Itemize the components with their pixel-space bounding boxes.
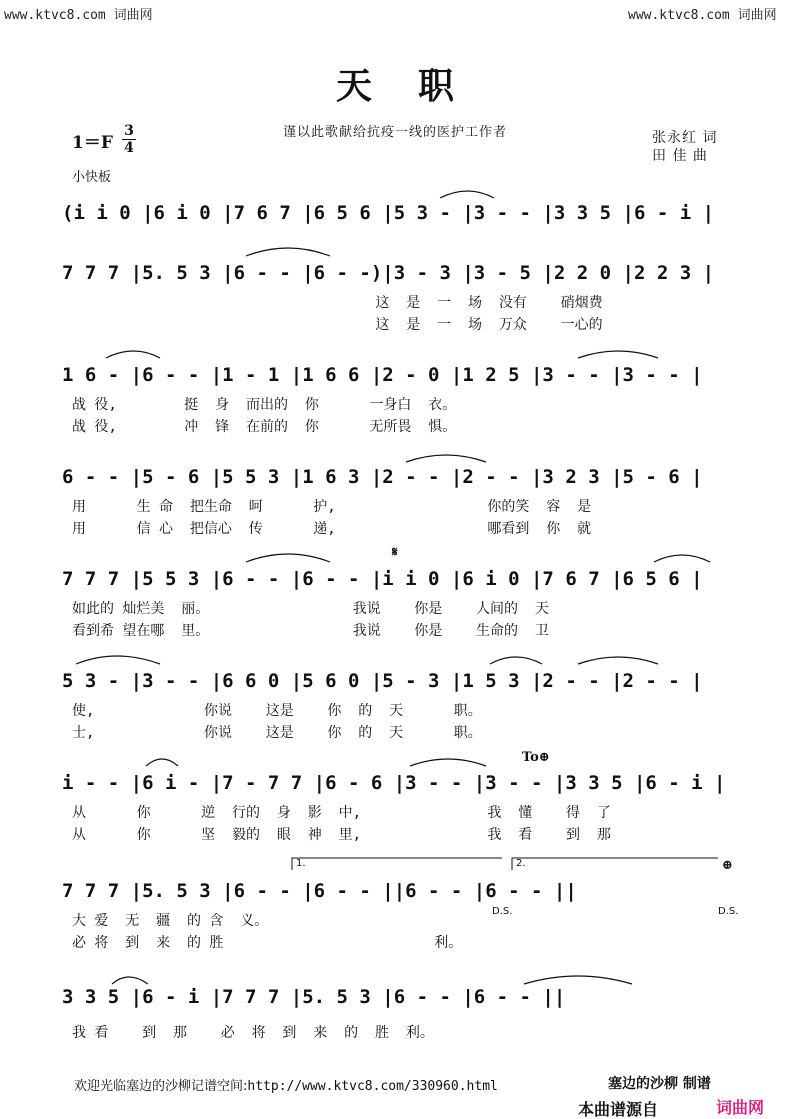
lyric-line: 用 信 心 把信心 传 递, 哪看到 你 就 bbox=[72, 521, 592, 537]
ds-mark-2: D.S. bbox=[718, 906, 739, 917]
notes-line: 7 7 7 |5. 5 3 |6 - - |6 - -)|3 - 3 |3 - 5 |2 2 0 |2 2 3 | bbox=[62, 262, 715, 284]
lyric-line: 必 将 到 来 的 胜 利。 bbox=[72, 935, 463, 951]
lyric-line: 从 你 坚 毅的 眼 神 里, 我 看 到 那 bbox=[72, 827, 611, 843]
lyric-line: 士, 你说 这是 你 的 天 职。 bbox=[72, 725, 482, 741]
to-coda-sign: To⊕ bbox=[522, 750, 550, 765]
lyric-line: 如此的 灿烂美 丽。 我说 你是 人间的 天 bbox=[72, 601, 549, 617]
time-signature: 3 4 bbox=[122, 124, 136, 155]
lyric-line: 看到希 望在哪 里。 我说 你是 生命的 卫 bbox=[72, 623, 549, 639]
dedication: 谨以此歌献给抗疫一线的医护工作者 bbox=[282, 125, 507, 140]
lyric-line: 这 是 一 场 万众 一心的 bbox=[72, 317, 603, 333]
notes-line: 6 - - |5 - 6 |5 5 3 |1 6 3 |2 - - |2 - - |3 2 3 |5 - 6 | bbox=[62, 466, 703, 488]
lyric-line: 战 役, 冲 锋 在前的 你 无所畏 惧。 bbox=[72, 419, 457, 435]
notes-line: 1 6 - |6 - - |1 - 1 |1 6 6 |2 - 0 |1 2 5 |3 - - |3 - - | bbox=[62, 364, 703, 386]
notes-line: 3 3 5 |6 - i |7 7 7 |5. 5 3 |6 - - |6 - - || bbox=[62, 986, 566, 1008]
lyric-line: 从 你 逆 行的 身 影 中, 我 懂 得 了 bbox=[72, 805, 611, 821]
lyric-line: 战 役, 挺 身 而出的 你 一身白 衣。 bbox=[72, 397, 457, 413]
source-label: 本曲谱源自 bbox=[578, 1100, 659, 1119]
ds-mark-1: D.S. bbox=[492, 906, 513, 917]
segno-sign: 𝄋 bbox=[392, 545, 398, 560]
lyric-line: 大 爱 无 疆 的 含 义。 bbox=[72, 913, 269, 929]
lyricist-credit: 张永红 词 bbox=[652, 130, 718, 146]
maker-credit: 塞边的沙柳 制谱 bbox=[608, 1076, 711, 1092]
site-logo: 词曲网 bbox=[716, 1098, 765, 1117]
watermark-left: www.ktvc8.com 词曲网 bbox=[4, 8, 153, 23]
volta-1-label: 1. bbox=[296, 858, 306, 869]
notes-line: (i i 0 |6 i 0 |7 6 7 |6 5 6 |5 3 - |3 - - |3 3 5 |6 - i | bbox=[62, 202, 715, 224]
song-title: 天职 bbox=[335, 65, 500, 107]
composer-credit: 田 佳 曲 bbox=[652, 148, 708, 164]
key-signature: 1＝F bbox=[72, 133, 113, 153]
lyric-line: 我 看 到 那 必 将 到 来 的 胜 利。 bbox=[72, 1025, 434, 1041]
notes-line: 7 7 7 |5 5 3 |6 - - |6 - - |i i 0 |6 i 0 |7 6 7 |6 5 6 | bbox=[62, 568, 703, 590]
footer-note: 欢迎光临塞边的沙柳记谱空间:http://www.ktvc8.com/330960.html bbox=[74, 1079, 498, 1094]
lyric-line: 使, 你说 这是 你 的 天 职。 bbox=[72, 703, 482, 719]
lyric-line: 这 是 一 场 没有 硝烟费 bbox=[72, 295, 603, 311]
notes-line: 5 3 - |3 - - |6 6 0 |5 6 0 |5 - 3 |1 5 3 |2 - - |2 - - | bbox=[62, 670, 703, 692]
tempo-marking: 小快板 bbox=[72, 170, 112, 185]
lyric-line: 用 生 命 把生命 呵 护, 你的笑 容 是 bbox=[72, 499, 592, 515]
volta-2-label: 2. bbox=[516, 858, 526, 869]
notes-line: i - - |6 i - |7 - 7 7 |6 - 6 |3 - - |3 - - |3 3 5 |6 - i | bbox=[62, 772, 726, 794]
watermark-right: www.ktvc8.com 词曲网 bbox=[628, 8, 777, 23]
coda-sign: ⊕ bbox=[722, 858, 733, 873]
notes-line: 7 7 7 |5. 5 3 |6 - - |6 - - ||6 - - |6 - - || bbox=[62, 880, 577, 902]
